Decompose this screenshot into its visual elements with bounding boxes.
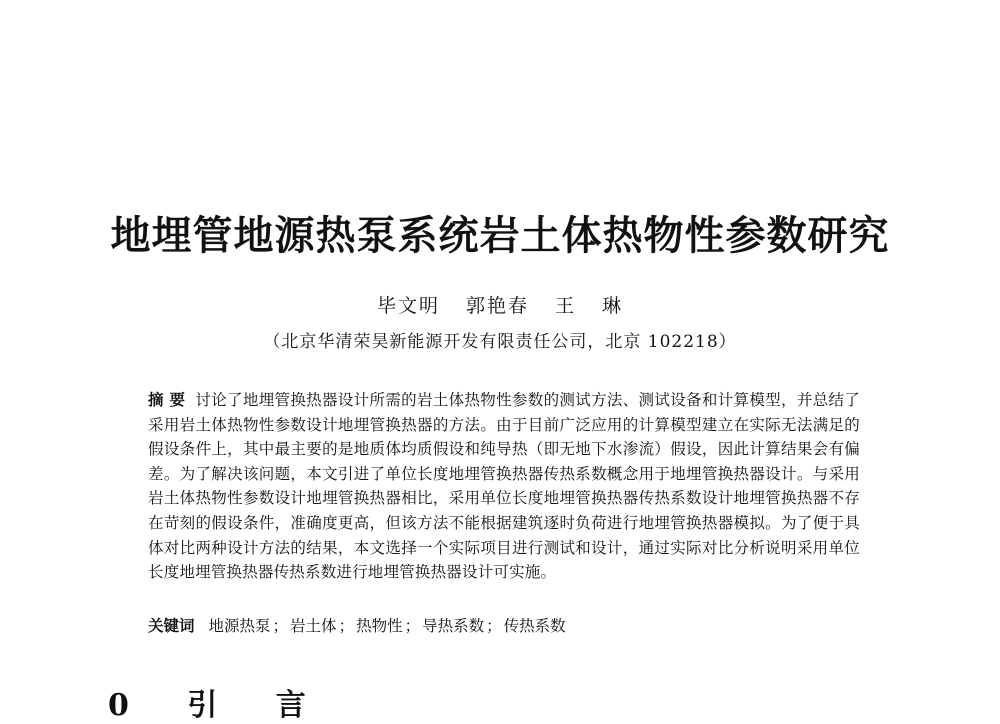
keyword-item: 热物性 — [356, 617, 403, 635]
keywords-block — [148, 614, 860, 638]
section-heading-introduction: 0 引 言 — [108, 688, 330, 723]
paper-title: 地埋管地源热泵系统岩土体热物性参数研究 — [110, 212, 890, 259]
abstract-label: 摘 要 — [148, 390, 186, 409]
keyword-item: 地源热泵 — [208, 617, 271, 635]
abstract-text: 讨论了地埋管换热器设计所需的岩土体热物性参数的测试方法、测试设备和计算模型，并总结了采用岩土体热物性参数设计地埋管换热器的方法。由于目前广泛应用的计算模型建立在实际无法满足的假设条件上，其中最主要的是地质体均质假设和纯导热（即无地下水渗流）假设，因此计算结果会有偏差。为了解决该问题，本文引进了单位长度地埋管换热器传热系数概念用于地埋管换热器设计。与采用岩土体热物性参数设计地埋管换热器相比，采用单位长度地埋管换热器传热系数设计地埋管换热器不存在苛刻的假设条件，准确度更高，但该方法不能根据建筑逐时负荷进行地埋管换热器模拟。为了便于具体对比两种设计方法的结果，本文选择一个实际项目进行测试和设计，通过实际对比分析说明采用单位长度地埋管换热器传热系数进行地埋管换热器设计可实施。 — [148, 391, 861, 582]
paper-authors: 毕文明 郭艳春 王 琳 — [376, 295, 624, 317]
keywords-label: 关键词 — [148, 616, 195, 635]
keyword-separator: ； — [486, 617, 502, 635]
keyword-item: 传热系数 — [503, 617, 566, 635]
keyword-separator: ； — [338, 617, 355, 635]
abstract-block — [148, 388, 860, 585]
keyword-item: 岩土体 — [290, 617, 337, 635]
keyword-separator: ； — [404, 617, 421, 635]
keyword-separator: ； — [272, 617, 289, 635]
paper-affiliation: （北京华清荣昊新能源开发有限责任公司，北京 102218） — [263, 332, 737, 352]
keyword-item: 导热系数 — [422, 617, 485, 635]
